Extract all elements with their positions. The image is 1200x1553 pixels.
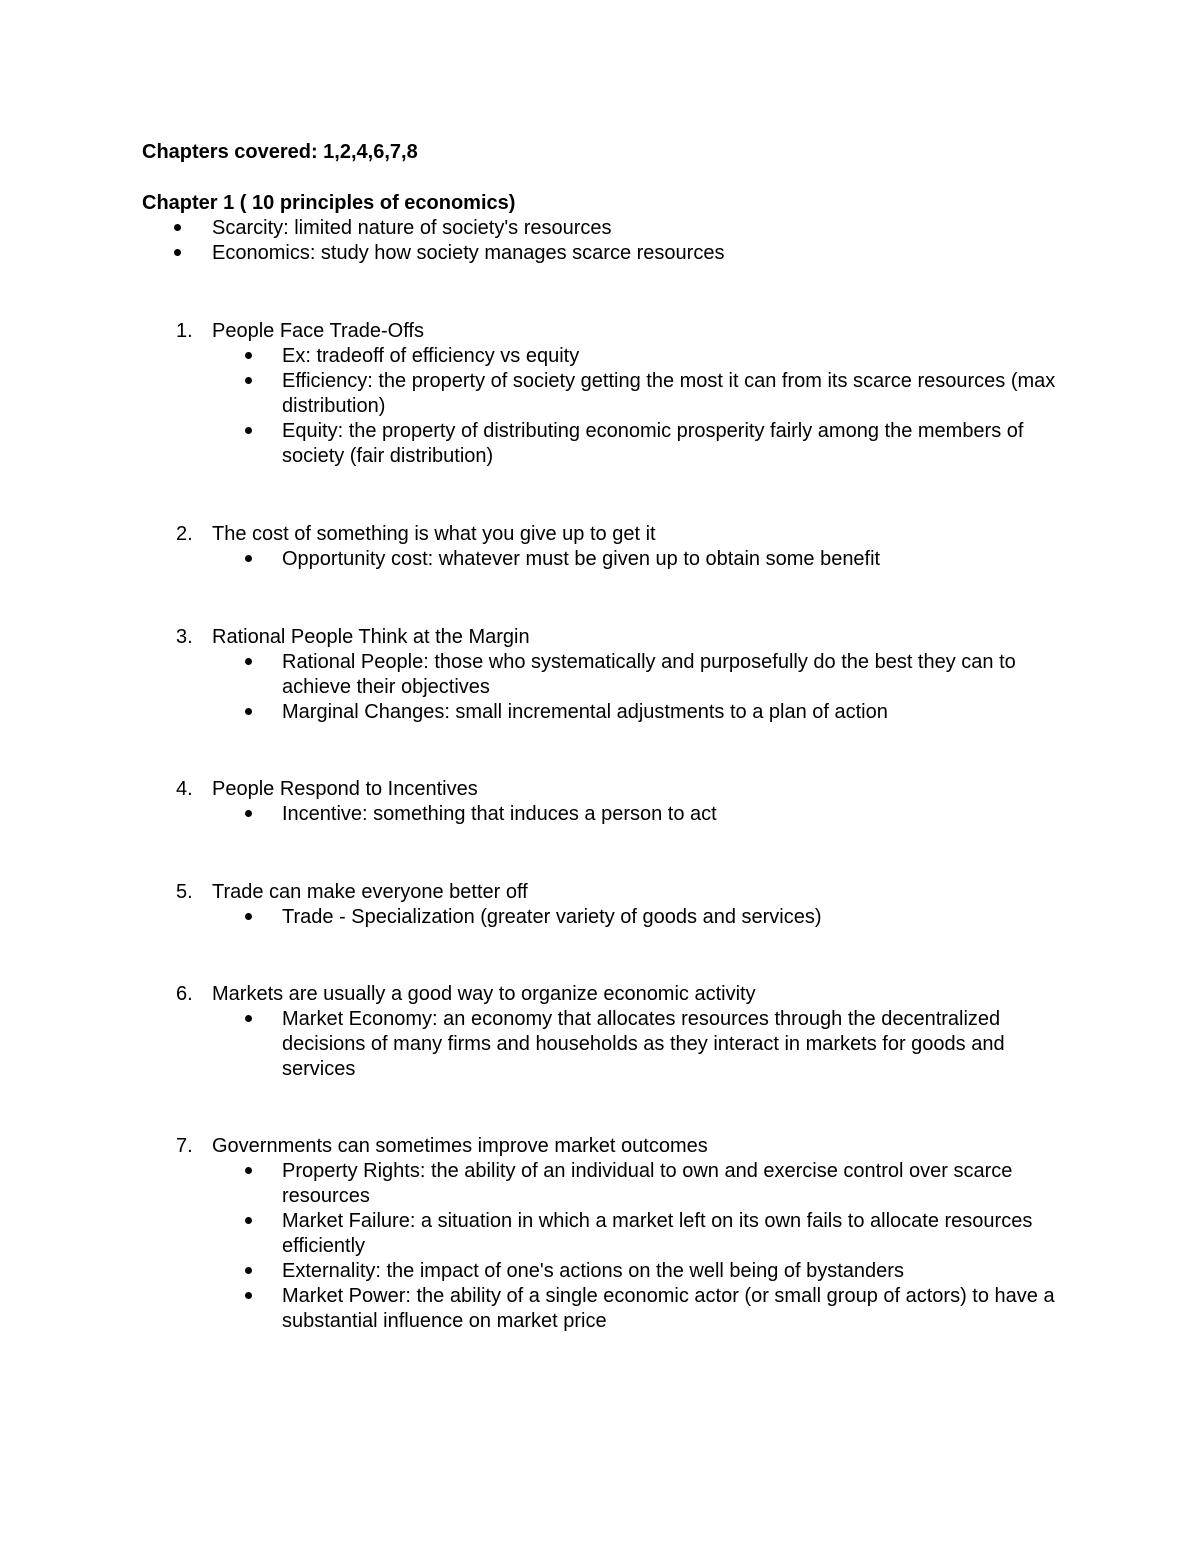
bullet-text: Ex: tradeoff of efficiency vs equity [282,345,580,367]
bullet-text: Equity: the property of distributing economic prosperity fairly among the members of society (fair distribution) [282,420,1024,467]
bullet-text: Incentive: something that induces a person to act [282,803,717,825]
list-item [142,344,1072,369]
bullet-text: Trade - Specialization (greater variety of goods and services) [282,906,822,928]
list-item [142,1209,1072,1259]
bullet-icon [245,905,265,930]
section-bullet-list [142,650,1072,725]
principle-section [142,319,1072,469]
section-title-row [142,777,1072,802]
list-item [142,905,1072,930]
list-item [142,241,1072,266]
bullet-text: Market Power: the ability of a single economic actor (or small group of actors) to have a substantial influence on market price [282,1285,1055,1332]
bullet-text: Property Rights: the ability of an individual to own and exercise control over scarce resources [282,1160,1013,1207]
spacer [142,1082,1072,1134]
section-title-row [142,319,1072,344]
intro-bullet-list [142,216,1072,266]
list-item [142,216,1072,241]
list-item [142,1159,1072,1209]
section-number: 4. [176,778,193,800]
chapters-covered-heading: Chapters covered: 1,2,4,6,7,8 [142,141,418,163]
section-title-row [142,522,1072,547]
bullet-icon [174,216,194,241]
spacer [142,469,1072,522]
bullet-icon [245,1284,265,1309]
section-number: 1. [176,320,193,342]
section-title: Governments can sometimes improve market outcomes [212,1135,708,1157]
bullet-icon [245,700,265,725]
section-bullet-list [142,1007,1072,1082]
bullet-icon [245,344,265,369]
section-title: Markets are usually a good way to organize economic activity [212,983,756,1005]
principle-section [142,880,1072,930]
section-title: Trade can make everyone better off [212,881,528,903]
list-item [142,802,1072,827]
list-item [142,547,1072,572]
bullet-icon [245,1209,265,1234]
bullet-text: Marginal Changes: small incremental adjustments to a plan of action [282,701,888,723]
principle-section [142,777,1072,827]
list-item [142,1259,1072,1284]
bullet-icon [174,241,194,266]
section-bullet-list [142,802,1072,827]
bullet-text: Opportunity cost: whatever must be given up to obtain some benefit [282,548,881,570]
section-title: People Respond to Incentives [212,778,478,800]
spacer [142,572,1072,625]
bullet-icon [245,547,265,572]
section-number: 2. [176,523,193,545]
spacer [142,827,1072,880]
section-bullet-list [142,547,1072,572]
bullet-text: Externality: the impact of one's actions on the well being of bystanders [282,1260,904,1282]
spacer [142,165,1072,191]
section-bullet-list [142,344,1072,469]
principle-section [142,982,1072,1082]
list-item [142,1007,1072,1082]
section-title: The cost of something is what you give up to get it [212,523,656,545]
bullet-text: Market Failure: a situation in which a market left on its own fails to allocate resources efficiently [282,1210,1033,1257]
bullet-text: Market Economy: an economy that allocates resources through the decentralized decisions of many firms and households as they interact in markets for goods and services [282,1008,1005,1080]
section-title-row [142,625,1072,650]
section-title-row [142,982,1072,1007]
principles-list [142,319,1072,1334]
principle-section [142,625,1072,725]
spacer [142,930,1072,982]
section-title-row [142,1134,1072,1159]
bullet-icon [245,802,265,827]
principle-section [142,1134,1072,1334]
list-item [142,650,1072,700]
bullet-text: Rational People: those who systematically and purposefully do the best they can to achieve their objectives [282,651,1016,698]
section-bullet-list [142,905,1072,930]
list-item [142,369,1072,419]
section-bullet-list [142,1159,1072,1334]
bullet-text: Scarcity: limited nature of society's resources [212,217,612,239]
spacer [142,725,1072,777]
section-title: People Face Trade-Offs [212,320,424,342]
list-item [142,700,1072,725]
bullet-text: Economics: study how society manages scarce resources [212,242,725,264]
spacer [142,266,1072,319]
bullet-text: Efficiency: the property of society getting the most it can from its scarce resources (max distribution) [282,370,1056,417]
bullet-icon [245,1007,265,1032]
principle-section [142,522,1072,572]
section-number: 3. [176,626,193,648]
bullet-icon [245,369,265,394]
section-number: 6. [176,983,193,1005]
section-title-row [142,880,1072,905]
bullet-icon [245,419,265,444]
bullet-icon [245,1259,265,1284]
bullet-icon [245,650,265,675]
bullet-icon [245,1159,265,1184]
chapter-heading: Chapter 1 ( 10 principles of economics) [142,192,516,214]
section-number: 5. [176,881,193,903]
section-number: 7. [176,1135,193,1157]
list-item [142,419,1072,469]
section-title: Rational People Think at the Margin [212,626,530,648]
list-item [142,1284,1072,1334]
document-content [142,140,1072,1334]
